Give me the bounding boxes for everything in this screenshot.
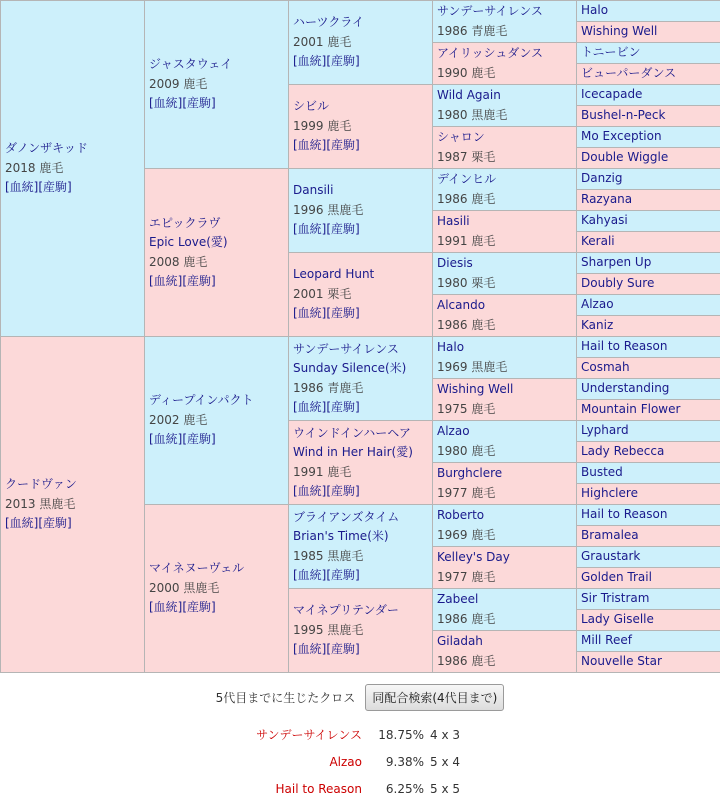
pedigree-cell-g4 — [433, 589, 577, 631]
horse-name-link[interactable]: Kahyasi — [581, 213, 628, 228]
horse-name-link[interactable]: Understanding — [581, 381, 670, 396]
horse-name-link[interactable]: Wishing Well — [581, 24, 658, 39]
pedigree-cell-g4 — [433, 211, 577, 253]
cross-percentage: 6.25% — [385, 781, 424, 796]
pedigree-progeny-links[interactable]: [血統][産駒] — [5, 180, 72, 195]
horse-name-link[interactable]: Mill Reef — [581, 633, 632, 648]
horse-name-link[interactable]: Nouvelle Star — [581, 654, 662, 669]
cross-row — [0, 721, 720, 748]
cross-section — [0, 673, 720, 802]
pedigree-cell-g4 — [433, 505, 577, 547]
horse-name-link[interactable]: Doubly Sure — [581, 276, 655, 291]
horse-name-link[interactable]: Graustark — [581, 549, 641, 564]
horse-name-link[interactable]: ハーツクライ — [293, 15, 365, 30]
horse-year-color: 1980 栗毛 — [437, 275, 496, 290]
pedigree-cell-g5 — [577, 358, 720, 379]
horse-name-link[interactable]: Kerali — [581, 234, 615, 249]
pedigree-cell-g2 — [145, 505, 289, 673]
horse-name-link[interactable]: クードヴァン — [5, 477, 77, 492]
horse-name-link[interactable]: トニービン — [581, 45, 641, 60]
horse-name-link[interactable]: Alzao — [581, 297, 614, 312]
horse-name-link[interactable]: Lady Rebecca — [581, 444, 665, 459]
horse-name-link[interactable]: ジャスタウェイ — [149, 57, 233, 72]
horse-name-link[interactable]: ビューパーダンス — [581, 66, 677, 81]
horse-name-link[interactable]: Wild Again — [437, 88, 501, 102]
pedigree-cell-g5 — [577, 85, 720, 106]
horse-year-color: 2018 鹿毛 — [5, 160, 64, 175]
pedigree-progeny-links[interactable]: [血統][産駒] — [293, 306, 360, 321]
horse-year-color: 1986 鹿毛 — [437, 317, 496, 332]
pedigree-cell-g5 — [577, 127, 720, 148]
pedigree-progeny-links[interactable]: [血統][産駒] — [293, 484, 360, 498]
horse-name-link[interactable]: Mountain Flower — [581, 402, 681, 417]
horse-name-link[interactable]: Sharpen Up — [581, 255, 652, 270]
pedigree-cell-g5 — [577, 274, 720, 295]
pedigree-cell-g5 — [577, 106, 720, 127]
pedigree-cell-g3 — [289, 589, 433, 673]
horse-english-name: Epic Love(愛) — [149, 235, 228, 249]
horse-name-link[interactable]: Hail to Reason — [581, 339, 668, 354]
horse-year-color: 1977 鹿毛 — [437, 569, 496, 584]
pedigree-cell-g5 — [577, 484, 720, 505]
horse-year-color: 1999 鹿毛 — [293, 118, 352, 133]
pedigree-cell-g5 — [577, 148, 720, 169]
horse-english-name: Sunday Silence(米) — [293, 361, 407, 375]
pedigree-cell-g5 — [577, 442, 720, 463]
horse-name-link[interactable]: Leopard Hunt — [293, 267, 375, 282]
horse-name-link[interactable]: Razyana — [581, 192, 633, 207]
horse-year-color: 1986 鹿毛 — [437, 191, 496, 206]
horse-year-color: 2001 栗毛 — [293, 286, 352, 301]
cross-generation: 5 x 4 — [430, 754, 460, 769]
pedigree-cell-g5 — [577, 610, 720, 631]
pedigree-cell-g5 — [577, 316, 720, 337]
horse-name-link[interactable]: Giladah — [437, 634, 483, 648]
horse-year-color: 1986 鹿毛 — [437, 611, 496, 626]
pedigree-cell-g5 — [577, 631, 720, 652]
horse-year-color: 2008 鹿毛 — [149, 254, 208, 269]
pedigree-cell-g2 — [145, 1, 289, 169]
horse-name-link[interactable]: デインヒル — [437, 172, 497, 186]
pedigree-cell-g5 — [577, 463, 720, 484]
horse-english-name: Wind in Her Hair(愛) — [293, 445, 413, 459]
horse-name-link[interactable]: シビル — [293, 99, 330, 114]
pedigree-progeny-links[interactable]: [血統][産駒] — [149, 600, 216, 615]
horse-year-color: 1969 鹿毛 — [437, 527, 496, 542]
horse-name-link[interactable]: Busted — [581, 465, 623, 480]
pedigree-progeny-links[interactable]: [血統][産駒] — [149, 96, 216, 111]
horse-year-color: 1969 黒鹿毛 — [437, 359, 508, 374]
horse-year-color: 1977 鹿毛 — [437, 485, 496, 500]
cross-percentage: 9.38% — [385, 754, 424, 769]
horse-year-color: 1980 鹿毛 — [437, 443, 496, 458]
pedigree-cell-g5 — [577, 295, 720, 316]
pedigree-cell-g5 — [577, 547, 720, 568]
cross-row — [0, 748, 720, 775]
horse-name-link[interactable]: Halo — [437, 340, 465, 354]
horse-name-link[interactable]: Bramalea — [581, 528, 639, 543]
horse-name-link[interactable]: アイリッシュダンス — [437, 46, 543, 60]
pedigree-row — [1, 337, 720, 358]
horse-name-link[interactable]: Alcando — [437, 298, 486, 312]
cross-generation: 5 x 5 — [430, 781, 460, 796]
pedigree-cell-g4 — [433, 43, 577, 85]
horse-name-link[interactable]: シャロン — [437, 130, 485, 144]
horse-name-link[interactable]: Dansili — [293, 183, 334, 198]
pedigree-cell-g3 — [289, 505, 433, 589]
pedigree-cell-g5 — [577, 232, 720, 253]
horse-year-color: 2001 鹿毛 — [293, 34, 352, 49]
pedigree-cell-g5 — [577, 505, 720, 526]
pedigree-cell-g5 — [577, 43, 720, 64]
horse-name-link[interactable]: Lady Giselle — [581, 612, 654, 627]
horse-name-link[interactable]: Sir Tristram — [581, 591, 650, 606]
horse-year-color: 1991 鹿毛 — [437, 233, 496, 248]
cross-horse-name[interactable]: Hail to Reason — [275, 781, 362, 796]
pedigree-progeny-links[interactable]: [血統][産駒] — [293, 400, 360, 414]
pedigree-cell-g4 — [433, 337, 577, 379]
horse-name-link[interactable]: Wishing Well — [437, 382, 514, 396]
horse-name-link[interactable]: エピックラヴ — [149, 215, 221, 230]
pedigree-cell-g5 — [577, 652, 720, 673]
horse-year-color: 1990 鹿毛 — [437, 65, 496, 80]
pedigree-cell-g5 — [577, 526, 720, 547]
horse-name-link[interactable]: Alzao — [437, 424, 470, 438]
horse-name-link[interactable]: Halo — [581, 3, 609, 18]
horse-year-color: 1987 栗毛 — [437, 149, 496, 164]
pedigree-progeny-links[interactable]: [血統][産駒] — [293, 568, 360, 582]
pedigree-cell-g5 — [577, 1, 720, 22]
pedigree-progeny-links[interactable]: [血統][産駒] — [293, 222, 360, 237]
pedigree-cell-g5 — [577, 589, 720, 610]
horse-name-link[interactable]: Highclere — [581, 486, 638, 501]
horse-year-color: 1986 青鹿毛 — [437, 23, 508, 38]
horse-name-link[interactable]: マイネヌーヴェル — [149, 561, 245, 576]
horse-year-color: 1991 鹿毛 — [293, 464, 352, 479]
horse-year-color: 2013 黒鹿毛 — [5, 496, 76, 511]
pedigree-cell-g4 — [433, 253, 577, 295]
pedigree-cell-g2 — [145, 337, 289, 505]
cross-title: 5代目までに生じたクロス — [215, 690, 356, 705]
pedigree-progeny-links[interactable]: [血統][産駒] — [293, 642, 360, 657]
pedigree-cell-g3 — [289, 1, 433, 85]
pedigree-progeny-links[interactable]: [血統][産駒] — [149, 432, 216, 447]
horse-name-link[interactable]: Hail to Reason — [581, 507, 668, 522]
pedigree-cell-g4 — [433, 85, 577, 127]
pedigree-cell-g5 — [577, 337, 720, 358]
horse-year-color: 1986 鹿毛 — [437, 653, 496, 668]
horse-name-link[interactable]: Kelley's Day — [437, 550, 510, 564]
pedigree-cell-g3 — [289, 337, 433, 421]
cross-generation: 4 x 3 — [430, 727, 460, 742]
pedigree-cell-g2 — [145, 169, 289, 337]
pedigree-cell-g4 — [433, 421, 577, 463]
cross-percentage: 18.75% — [378, 727, 424, 742]
pedigree-cell-g5 — [577, 211, 720, 232]
pedigree-cell-g3 — [289, 253, 433, 337]
horse-name-link[interactable]: Kaniz — [581, 318, 614, 333]
horse-name-link[interactable]: サンデーサイレンス — [437, 4, 543, 18]
pedigree-progeny-links[interactable]: [血統][産駒] — [293, 138, 360, 153]
pedigree-cell-g1 — [1, 1, 145, 337]
horse-name-link[interactable]: Mo Exception — [581, 129, 662, 144]
horse-name-link[interactable]: Burghclere — [437, 466, 503, 480]
pedigree-cell-g4 — [433, 547, 577, 589]
pedigree-cell-g4 — [433, 631, 577, 673]
cross-horse-name[interactable]: サンデーサイレンス — [256, 728, 362, 742]
pedigree-row — [1, 1, 720, 22]
horse-name-link[interactable]: Bushel-n-Peck — [581, 108, 666, 123]
horse-year-color: 1996 黒鹿毛 — [293, 202, 364, 217]
horse-year-color: 1985 黒鹿毛 — [293, 548, 364, 563]
pedigree-cell-g5 — [577, 253, 720, 274]
horse-year-color: 2002 鹿毛 — [149, 412, 208, 427]
pedigree-cell-g5 — [577, 568, 720, 589]
pedigree-cell-g3 — [289, 169, 433, 253]
horse-name-link[interactable]: ブライアンズタイム — [293, 509, 400, 524]
pedigree-progeny-links[interactable]: [血統][産駒] — [149, 274, 216, 288]
horse-year-color: 1975 鹿毛 — [437, 401, 496, 416]
horse-name-link[interactable]: Danzig — [581, 171, 623, 186]
pedigree-progeny-links[interactable]: [血統][産駒] — [293, 54, 360, 69]
pedigree-cell-g4 — [433, 295, 577, 337]
pedigree-progeny-links[interactable]: [血統][産駒] — [5, 516, 72, 531]
cross-horse-name[interactable]: Alzao — [329, 754, 362, 769]
pedigree-cell-g5 — [577, 379, 720, 400]
pedigree-cell-g5 — [577, 400, 720, 421]
horse-name-link[interactable]: Hasili — [437, 214, 470, 228]
horse-name-link[interactable]: Icecapade — [581, 87, 643, 102]
horse-year-color: 1995 黒鹿毛 — [293, 622, 364, 637]
horse-year-color: 2000 黒鹿毛 — [149, 580, 220, 595]
horse-year-color: 2009 鹿毛 — [149, 76, 208, 91]
pedigree-cell-g4 — [433, 169, 577, 211]
horse-name-link[interactable]: ディープインパクト — [149, 393, 254, 408]
pedigree-cell-g3 — [289, 85, 433, 169]
horse-name-link[interactable]: Double Wiggle — [581, 150, 669, 165]
horse-year-color: 1980 黒鹿毛 — [437, 107, 508, 122]
pedigree-cell-g4 — [433, 1, 577, 43]
pedigree-cell-g5 — [577, 169, 720, 190]
pedigree-cell-g1 — [1, 337, 145, 673]
horse-name-link[interactable]: ウインドインハーヘア — [293, 425, 411, 440]
pedigree-cell-g4 — [433, 379, 577, 421]
horse-name-link[interactable]: Diesis — [437, 256, 473, 270]
pedigree-cell-g5 — [577, 64, 720, 85]
pedigree-cell-g3 — [289, 421, 433, 505]
horse-name-link[interactable]: Cosmah — [581, 360, 630, 375]
pedigree-cell-g5 — [577, 22, 720, 43]
horse-name-link[interactable]: ダノンザキッド — [5, 141, 88, 156]
pedigree-cell-g5 — [577, 190, 720, 211]
pedigree-cell-g4 — [433, 463, 577, 505]
horse-english-name: Brian's Time(米) — [293, 529, 389, 543]
same-mating-search-button[interactable]: 同配合検索(4代目まで) — [365, 684, 504, 711]
horse-name-link[interactable]: Roberto — [437, 508, 485, 522]
horse-name-link[interactable]: Golden Trail — [581, 570, 652, 585]
cross-row — [0, 775, 720, 802]
horse-name-link[interactable]: Lyphard — [581, 423, 629, 438]
horse-name-link[interactable]: サンデーサイレンス — [293, 341, 399, 356]
horse-name-link[interactable]: Zabeel — [437, 592, 479, 606]
pedigree-cell-g5 — [577, 421, 720, 442]
horse-year-color: 1986 青鹿毛 — [293, 380, 364, 395]
horse-name-link[interactable]: マイネプリテンダー — [293, 603, 399, 618]
pedigree-cell-g4 — [433, 127, 577, 169]
